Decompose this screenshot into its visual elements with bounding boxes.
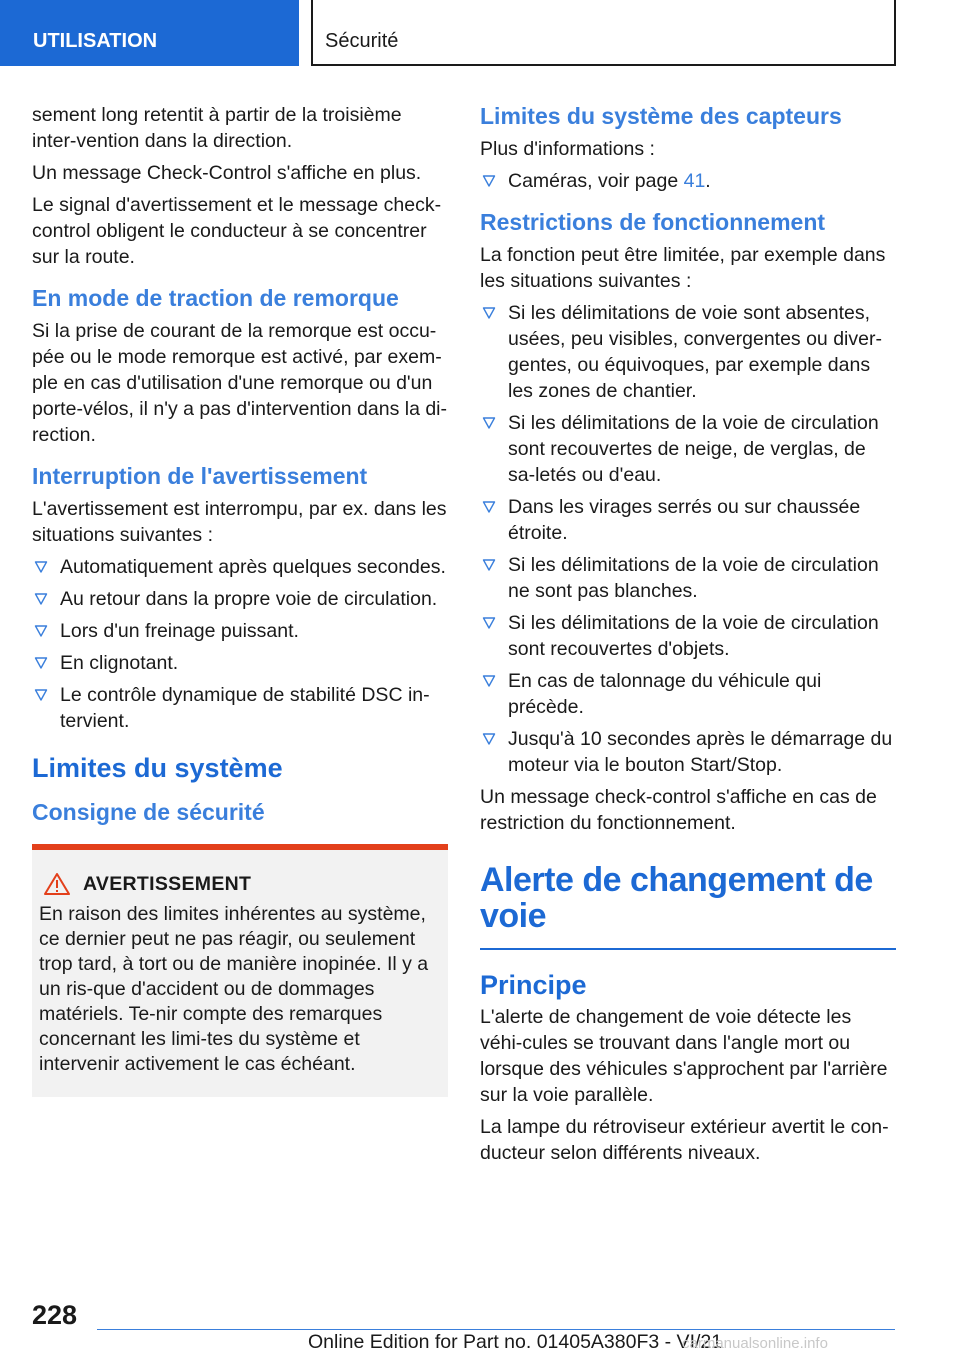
page-number: 228	[32, 1300, 78, 1330]
list-item-text: Le contrôle dynamique de stabilité DSC in-tervient.	[60, 684, 430, 732]
right-column	[480, 102, 896, 1172]
triangle-bullet-icon	[482, 558, 496, 572]
list-item	[32, 650, 448, 676]
heading-lane-change-warning: Alerte de changement de voie	[480, 861, 873, 935]
paragraph: Le signal d'avertissement et le message check-control obligent le conducteur à se concentrer sur la route.	[32, 194, 442, 268]
paragraph: La fonction peut être limitée, par exemple dans les situations suivantes :	[480, 244, 886, 292]
paragraph: Un message Check-Control s'affiche en plus.	[32, 162, 422, 184]
triangle-bullet-icon	[482, 500, 496, 514]
list-item	[480, 168, 896, 194]
list-item	[480, 726, 896, 778]
list-item	[32, 554, 448, 580]
triangle-bullet-icon	[482, 616, 496, 630]
list-item-text: Au retour dans la propre voie de circulation.	[60, 588, 438, 610]
triangle-bullet-icon	[482, 732, 496, 746]
list-item-text: Si les délimitations de voie sont absentes, usées, peu visibles, convergentes ou diver-gentes, ou équivoques, par exemple dans les zones de chantier.	[508, 302, 882, 402]
paragraph: L'alerte de changement de voie détecte les véhi-cules se trouvant dans l'angle mort ou lorsque des véhicules s'approchent par l'arrière sur la voie parallèle.	[480, 1006, 888, 1106]
list-item-text: Dans les virages serrés ou sur chaussée étroite.	[508, 496, 861, 544]
heading-function-restrictions: Restrictions de fonctionnement	[480, 209, 826, 235]
list-item-text: En clignotant.	[60, 652, 179, 674]
paragraph: La lampe du rétroviseur extérieur avertit le con-ducteur selon différents niveaux.	[480, 1116, 889, 1164]
list-item-text: Caméras, voir page	[508, 170, 679, 192]
warning-title: AVERTISSEMENT	[83, 872, 252, 895]
list-item-text: Jusqu'à 10 secondes après le démarrage du moteur via le bouton Start/Stop.	[508, 728, 893, 776]
list-item-text: En cas de talonnage du véhicule qui précède.	[508, 670, 822, 718]
triangle-bullet-icon	[34, 656, 48, 670]
watermark: carmanualsonline.info	[682, 1335, 828, 1352]
triangle-bullet-icon	[482, 306, 496, 320]
paragraph: L'avertissement est interrompu, par ex. dans les situations suivantes :	[32, 498, 447, 546]
triangle-bullet-icon	[34, 624, 48, 638]
triangle-bullet-icon	[482, 674, 496, 688]
list-item	[480, 610, 896, 662]
paragraph: Un message check-control s'affiche en cas de restriction du fonctionnement.	[480, 786, 877, 834]
list-item-text: Si les délimitations de la voie de circulation ne sont pas blanches.	[508, 554, 879, 602]
page-reference-link[interactable]: 41	[683, 170, 706, 192]
list-item-text: Si les délimitations de la voie de circulation sont recouvertes d'objets.	[508, 612, 879, 660]
warning-text: En raison des limites inhérentes au système, ce dernier peut ne pas réagir, ou seulement trop tard, à tort ou de manière inopinée. Il y a un ris-que d'accident ou de dommages matériels. Te-nir compte des remarques concernant les limi-tes du système et intervenir activement le cas échéant.	[39, 903, 429, 1075]
warning-triangle-icon	[43, 872, 71, 896]
list-item-text: Lors d'un freinage puissant.	[60, 620, 299, 642]
list-item	[32, 682, 448, 734]
triangle-bullet-icon	[482, 174, 496, 188]
divider	[480, 948, 896, 950]
list-item-text: Si les délimitations de la voie de circulation sont recouvertes de neige, de verglas, de sa-letés ou d'eau.	[508, 412, 879, 486]
list-item	[480, 552, 896, 604]
heading-principle: Principe	[480, 970, 587, 1000]
interruption-list	[32, 554, 448, 734]
triangle-bullet-icon	[34, 688, 48, 702]
section-title: Sécurité	[311, 0, 896, 66]
list-item	[480, 494, 896, 546]
list-item	[480, 300, 896, 404]
list-item	[32, 586, 448, 612]
heading-safety-notice: Consigne de sécurité	[32, 799, 265, 825]
list-item	[480, 668, 896, 720]
triangle-bullet-icon	[482, 416, 496, 430]
restriction-list	[480, 300, 896, 778]
list-item	[480, 410, 896, 488]
left-column	[32, 102, 448, 1097]
heading-trailer-mode: En mode de traction de remorque	[32, 285, 399, 311]
triangle-bullet-icon	[34, 560, 48, 574]
info-list	[480, 168, 896, 194]
footer-divider	[97, 1329, 895, 1330]
heading-system-limits: Limites du système	[32, 753, 283, 783]
paragraph: Si la prise de courant de la remorque est occu-pée ou le mode remorque est activé, par exem-ple en cas d'utilisation d'une remorque ou d'un porte-vélos, il n'y a pas d'intervention dans la di-rection.	[32, 320, 448, 446]
list-item	[32, 618, 448, 644]
list-item-text: .	[705, 170, 711, 192]
triangle-bullet-icon	[34, 592, 48, 606]
paragraph: Plus d'informations :	[480, 138, 655, 160]
warning-header	[39, 872, 440, 896]
heading-warning-interruption: Interruption de l'avertissement	[32, 463, 368, 489]
edition-footer: Online Edition for Part no. 01405A380F3 - VI/21	[308, 1331, 723, 1353]
list-item-text: Automatiquement après quelques secondes.	[60, 556, 446, 578]
chapter-tab: UTILISATION	[0, 0, 299, 66]
paragraph: sement long retentit à partir de la troisième inter-vention dans la direction.	[32, 104, 402, 152]
warning-box	[32, 844, 448, 1097]
heading-sensor-limits: Limites du système des capteurs	[480, 103, 842, 129]
